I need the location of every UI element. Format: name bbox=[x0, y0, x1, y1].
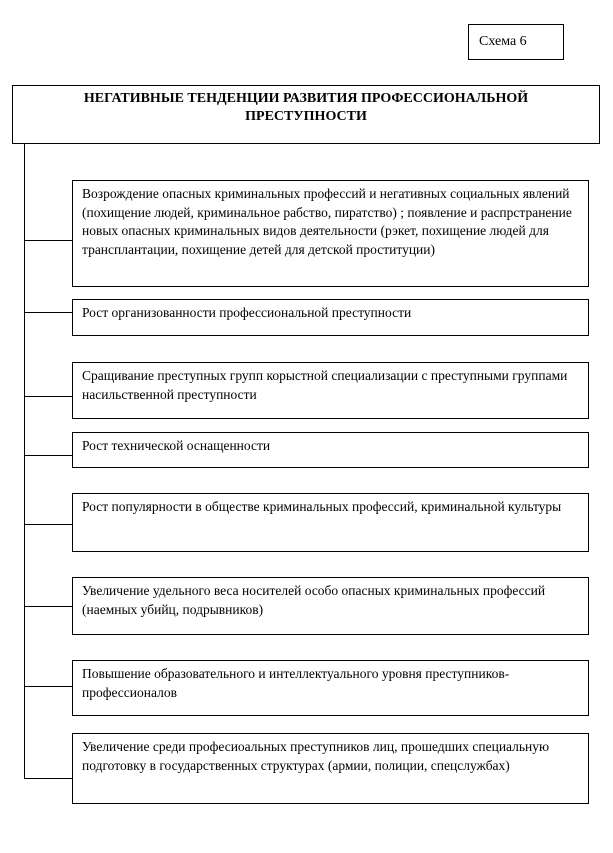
connector-branch bbox=[24, 686, 72, 687]
diagram-title: НЕГАТИВНЫЕ ТЕНДЕНЦИИ РАЗВИТИЯ ПРОФЕССИОНАЛЬНОЙ ПРЕСТУПНОСТИ bbox=[12, 85, 600, 144]
connector-branch bbox=[24, 778, 72, 779]
connector-branch bbox=[24, 524, 72, 525]
tendency-box-1: Возрождение опасных криминальных профессий и негативных социальных явлений (похищение людей, криминальное рабство, пиратство) ; появление и распрстранение новых опасных криминальных видов деятельности (рэкет, похищение людей для трансплантации, похищение детей для детской проституции) bbox=[72, 180, 589, 287]
tendency-box-8: Увеличение среди професиоальных преступников лиц, прошедших специальную подготовку в государственных структурах (армии, полиции, спецслужбах) bbox=[72, 733, 589, 804]
connector-branch bbox=[24, 606, 72, 607]
scheme-label: Схема 6 bbox=[468, 24, 564, 60]
tendency-box-3: Сращивание преступных групп корыстной специализации с преступными группами насильственной преступности bbox=[72, 362, 589, 419]
connector-branch bbox=[24, 396, 72, 397]
tendency-box-6: Увеличение удельного веса носителей особо опасных криминальных профессий (наемных убийц, подрывников) bbox=[72, 577, 589, 635]
tendency-box-7: Повышение образовательного и интеллектуального уровня преступников-профессионалов bbox=[72, 660, 589, 716]
tendency-box-2: Рост организованности профессиональной преступности bbox=[72, 299, 589, 336]
tendency-box-5: Рост популярности в обществе криминальных профессий, криминальной культуры bbox=[72, 493, 589, 552]
connector-branch bbox=[24, 312, 72, 313]
tendency-box-4: Рост технической оснащенности bbox=[72, 432, 589, 468]
connector-branch bbox=[24, 455, 72, 456]
connector-branch bbox=[24, 240, 72, 241]
